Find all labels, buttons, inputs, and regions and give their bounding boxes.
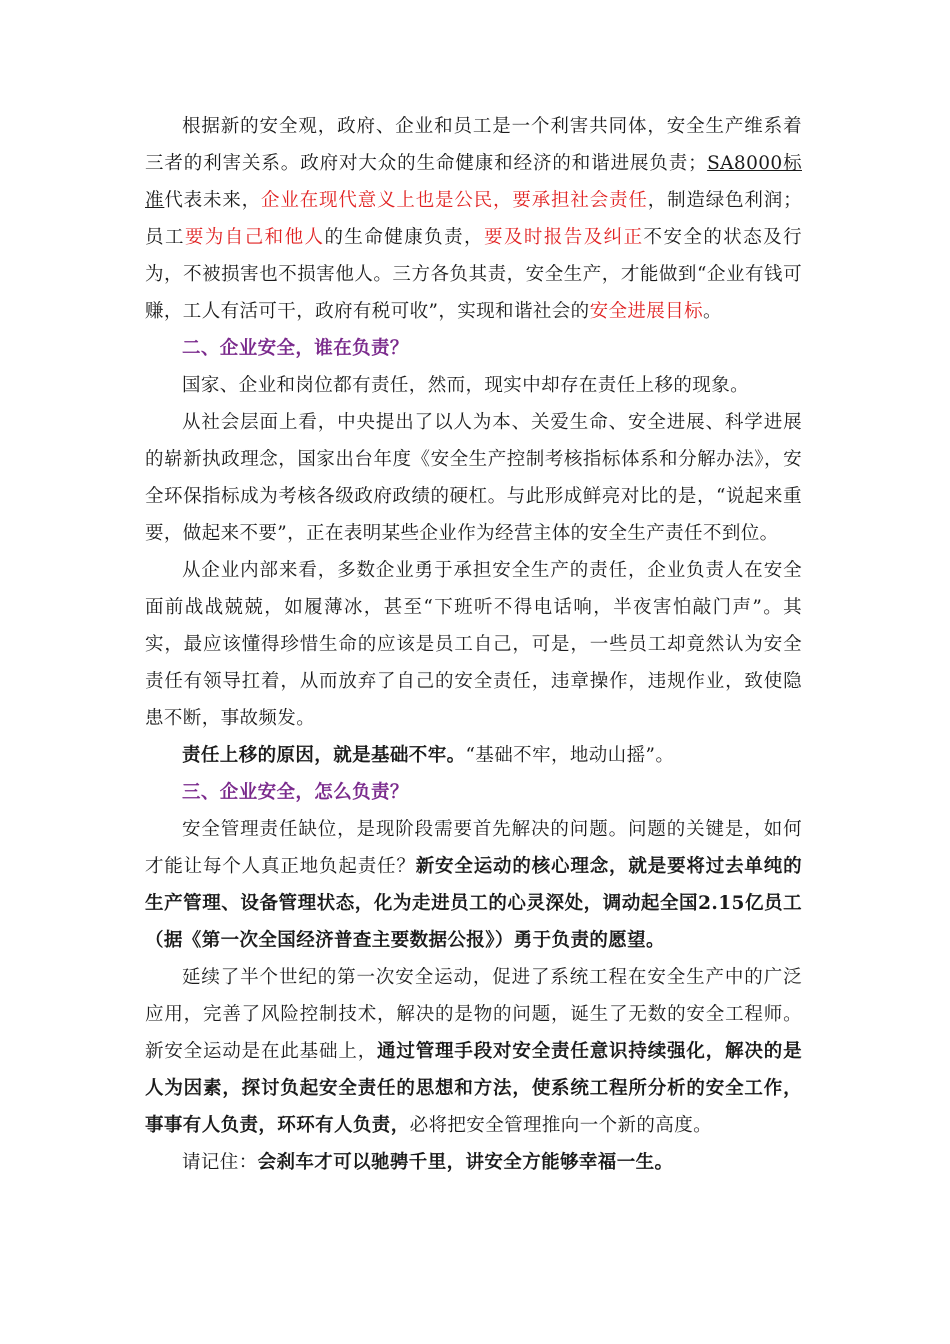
text-segment: 的生命健康负责， bbox=[324, 227, 484, 248]
bold-management-means: 通过管理手段对安全责任意识持续强化，解决的是人为因素，探讨负起安全责任的思想和方法，使系统工程所分析的安全工作，事事有人负责，环环有人负责， bbox=[145, 1041, 802, 1136]
text-segment: 。 bbox=[702, 301, 722, 322]
text-segment: ，制造绿色利润；员工 bbox=[145, 190, 802, 248]
sa8000-link[interactable]: SA8000标准 bbox=[145, 153, 802, 211]
bold-slogan: 会刹车才可以驰骋千里，讲安全方能够幸福一生。 bbox=[257, 1152, 674, 1173]
highlight-report-correct: 要及时报告及纠正 bbox=[484, 227, 644, 248]
paragraph-responsibility-shift: 国家、企业和岗位都有责任，然而，现实中却存在责任上移的现象。 bbox=[182, 375, 750, 396]
bold-foundation-reason: 责任上移的原因，就是基础不牢。 bbox=[182, 745, 466, 766]
bold-core-concept: 新安全运动的核心理念，就是要将过去单纯的生产管理、设备管理状态，化为走进员工的心灵深处，调动起全国2.15亿员工（据《第一次全国经济普查主要数据公报》）勇于负责的愿望。 bbox=[145, 856, 802, 951]
paragraph-social-level: 从社会层面上看，中央提出了以人为本、关爱生命、安全进展、科学进展的崭新执政理念，国家出台年度《安全生产控制考核指标体系和分解办法》，安全环保指标成为考核各级政府政绩的硬杠。与此形成鲜亮对比的是，“说起来重要，做起来不要”，正在表明某些企业作为经营主体的安全生产责任不到位。 bbox=[145, 412, 802, 544]
text-segment: 安全管理责任缺位，是现阶段需要首先解决的问题。问题的关键是，如何才能让每个人真正地负起责任？ bbox=[145, 819, 802, 877]
paragraph-core-concept bbox=[145, 811, 802, 959]
highlight-self-and-others: 要为自己和他人 bbox=[184, 227, 325, 248]
highlight-safety-goal: 安全进展目标 bbox=[589, 301, 703, 322]
paragraph-safety-view bbox=[145, 108, 802, 330]
text-segment: 不安全的状态及行为，不被损害也不损害他人。三方各负其责，安全生产，才能做到“企业有钱可赚，工人有活可干，政府有税可收”，实现和谐社会的 bbox=[145, 227, 803, 322]
paragraph-remember bbox=[145, 1144, 802, 1181]
highlight-corporate-citizen: 企业在现代意义上也是公民，要承担社会责任 bbox=[261, 190, 648, 211]
paragraph-safety-movement bbox=[145, 959, 802, 1144]
text-segment: 根据新的安全观，政府、企业和员工是一个利害共同体，安全生产维系着三者的利害关系。政府对大众的生命健康和经济的和谐进展负责； bbox=[145, 116, 802, 174]
section-heading-who-responsible: 二、企业安全，谁在负责？ bbox=[182, 338, 409, 359]
paragraph-enterprise-internal: 从企业内部来看，多数企业勇于承担安全生产的责任，企业负责人在安全面前战战兢兢，如履薄冰，甚至“下班听不得电话响，半夜害怕敲门声”。其实，最应该懂得珍惜生命的应该是员工自己，可是，一些员工却竟然认为安全责任有领导扛着，从而放弃了自己的安全责任，违章操作，违规作业，致使隐患不断，事故频发。 bbox=[145, 560, 802, 729]
paragraph-foundation bbox=[145, 737, 802, 774]
section-heading-how-responsible: 三、企业安全，怎么负责？ bbox=[182, 782, 409, 803]
text-segment: 延续了半个世纪的第一次安全运动，促进了系统工程在安全生产中的广泛应用，完善了风险控制技术，解决的是物的问题，诞生了无数的安全工程师。新安全运动是在此基础上， bbox=[145, 967, 802, 1062]
text-segment: 请记住： bbox=[182, 1152, 258, 1173]
text-segment: 代表未来， bbox=[164, 190, 262, 211]
text-segment: “基础不牢，地动山摇”。 bbox=[465, 745, 675, 766]
text-segment: 必将把安全管理推向一个新的高度。 bbox=[409, 1115, 713, 1136]
